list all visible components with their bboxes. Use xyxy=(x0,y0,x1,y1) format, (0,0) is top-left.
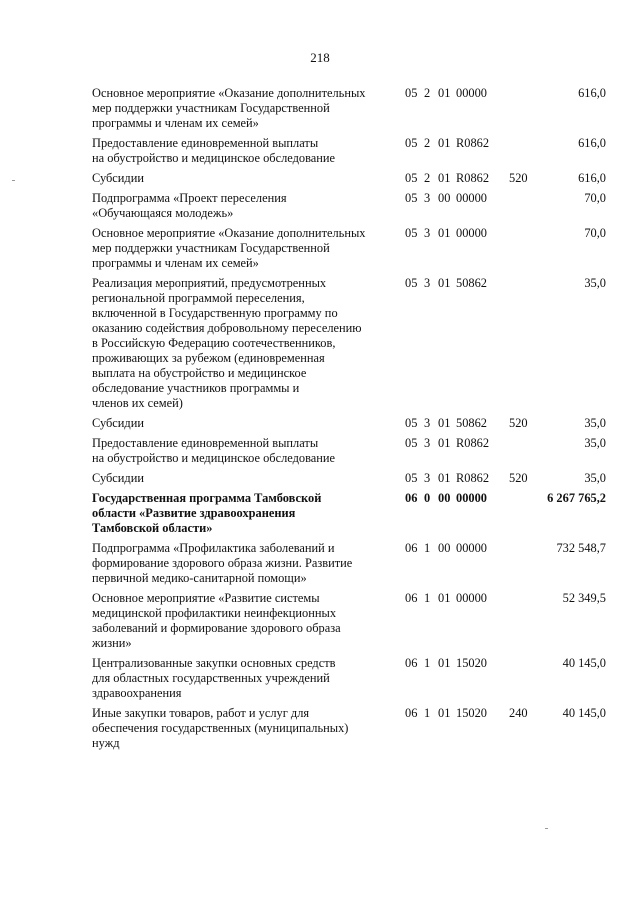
code-direction: 00000 xyxy=(456,191,487,205)
code-direction: 00000 xyxy=(456,226,487,240)
row-name: Предоставление единовременной выплаты на обустройство и медицинское обследование xyxy=(92,136,336,165)
code-program: 05 xyxy=(405,86,418,100)
code-event: 01 xyxy=(438,171,451,185)
code-program: 06 xyxy=(405,706,418,720)
code-event: 01 xyxy=(438,416,451,430)
code-subprogram: 0 xyxy=(424,491,431,505)
row-name: Государственная программа Тамбовской области «Развитие здравоохранения Тамбовской области» xyxy=(92,491,322,535)
table-row xyxy=(92,706,612,751)
expense-type: 520 xyxy=(509,171,528,185)
row-name: Субсидии xyxy=(92,171,144,185)
row-name: Реализация мероприятий, предусмотренных региональной программой переселения, включенной в Государственную программу по оказанию содействия добровольному переселению в Российскую Федерацию соотечественников, проживающих за рубежом (единовременная выплата на обустройство и медицинское обследование участников программы и членов их семей) xyxy=(92,276,362,410)
row-name: Субсидии xyxy=(92,416,144,430)
code-direction: 15020 xyxy=(456,706,487,720)
table-row xyxy=(92,171,612,186)
code-program: 05 xyxy=(405,171,418,185)
table-row xyxy=(92,136,612,166)
expense-type: 520 xyxy=(509,416,528,430)
code-event: 01 xyxy=(438,136,451,150)
table-row xyxy=(92,541,612,586)
code-subprogram: 3 xyxy=(424,416,431,430)
code-event: 01 xyxy=(438,656,451,670)
amount: 52 349,5 xyxy=(562,591,606,605)
code-event: 01 xyxy=(438,276,451,290)
code-event: 01 xyxy=(438,706,451,720)
code-direction: 00000 xyxy=(456,491,487,505)
table-row xyxy=(92,436,612,466)
table-row xyxy=(92,276,612,411)
amount: 616,0 xyxy=(578,136,606,150)
code-subprogram: 3 xyxy=(424,191,431,205)
code-program: 05 xyxy=(405,136,418,150)
code-event: 01 xyxy=(438,226,451,240)
code-program: 06 xyxy=(405,591,418,605)
code-direction: 00000 xyxy=(456,86,487,100)
amount: 35,0 xyxy=(584,276,606,290)
row-name: Иные закупки товаров, работ и услуг для обеспечения государственных (муниципальных) нужд xyxy=(92,706,349,750)
code-direction: 50862 xyxy=(456,276,487,290)
code-direction: 00000 xyxy=(456,541,487,555)
code-event: 00 xyxy=(438,191,451,205)
code-subprogram: 1 xyxy=(424,591,431,605)
row-name: Основное мероприятие «Оказание дополнительных мер поддержки участникам Государственной программы и членам их семей» xyxy=(92,86,366,130)
code-event: 00 xyxy=(438,541,451,555)
code-direction: 15020 xyxy=(456,656,487,670)
code-event: 01 xyxy=(438,471,451,485)
code-direction: R0862 xyxy=(456,471,490,485)
amount: 35,0 xyxy=(584,471,606,485)
code-program: 05 xyxy=(405,276,418,290)
row-name: Субсидии xyxy=(92,471,144,485)
code-subprogram: 2 xyxy=(424,136,431,150)
amount: 732 548,7 xyxy=(556,541,606,555)
expense-type: 520 xyxy=(509,471,528,485)
code-subprogram: 3 xyxy=(424,471,431,485)
scan-speck xyxy=(545,828,548,829)
table-row xyxy=(92,416,612,431)
code-program: 06 xyxy=(405,541,418,555)
scan-speck xyxy=(12,180,15,181)
code-event: 01 xyxy=(438,86,451,100)
code-subprogram: 1 xyxy=(424,656,431,670)
code-direction: 50862 xyxy=(456,416,487,430)
page-number: 218 xyxy=(310,50,330,65)
code-subprogram: 3 xyxy=(424,436,431,450)
amount: 70,0 xyxy=(584,191,606,205)
row-name: Основное мероприятие «Оказание дополнительных мер поддержки участникам Государственной программы и членам их семей» xyxy=(92,226,366,270)
expense-type: 240 xyxy=(509,706,528,720)
code-program: 05 xyxy=(405,191,418,205)
amount: 35,0 xyxy=(584,436,606,450)
amount: 616,0 xyxy=(578,86,606,100)
table-row xyxy=(92,491,612,536)
code-direction: R0862 xyxy=(456,436,490,450)
amount: 40 145,0 xyxy=(562,656,606,670)
code-subprogram: 2 xyxy=(424,86,431,100)
table-row xyxy=(92,656,612,701)
code-program: 05 xyxy=(405,471,418,485)
row-name: Предоставление единовременной выплаты на обустройство и медицинское обследование xyxy=(92,436,336,465)
code-event: 01 xyxy=(438,436,451,450)
table-row xyxy=(92,226,612,271)
code-program: 05 xyxy=(405,416,418,430)
code-program: 06 xyxy=(405,656,418,670)
table-row xyxy=(92,471,612,486)
code-program: 05 xyxy=(405,226,418,240)
amount: 6 267 765,2 xyxy=(547,491,606,505)
code-subprogram: 1 xyxy=(424,706,431,720)
row-name: Основное мероприятие «Развитие системы медицинской профилактики неинфекционных заболеваний и формирование здорового образа жизни» xyxy=(92,591,341,650)
row-name: Подпрограмма «Проект переселения «Обучающаяся молодежь» xyxy=(92,191,287,220)
amount: 40 145,0 xyxy=(562,706,606,720)
amount: 70,0 xyxy=(584,226,606,240)
code-subprogram: 1 xyxy=(424,541,431,555)
code-program: 06 xyxy=(405,491,418,505)
code-event: 01 xyxy=(438,591,451,605)
code-program: 05 xyxy=(405,436,418,450)
code-direction: R0862 xyxy=(456,136,490,150)
row-name: Подпрограмма «Профилактика заболеваний и формирование здорового образа жизни. Развитие первичной медико-санитарной помощи» xyxy=(92,541,353,585)
code-subprogram: 2 xyxy=(424,171,431,185)
budget-table xyxy=(92,86,612,756)
table-row xyxy=(92,191,612,221)
code-subprogram: 3 xyxy=(424,226,431,240)
amount: 35,0 xyxy=(584,416,606,430)
row-name: Централизованные закупки основных средств для областных государственных учреждений здравоохранения xyxy=(92,656,336,700)
table-row xyxy=(92,591,612,651)
code-direction: 00000 xyxy=(456,591,487,605)
table-row xyxy=(92,86,612,131)
code-event: 00 xyxy=(438,491,451,505)
code-direction: R0862 xyxy=(456,171,490,185)
code-subprogram: 3 xyxy=(424,276,431,290)
amount: 616,0 xyxy=(578,171,606,185)
